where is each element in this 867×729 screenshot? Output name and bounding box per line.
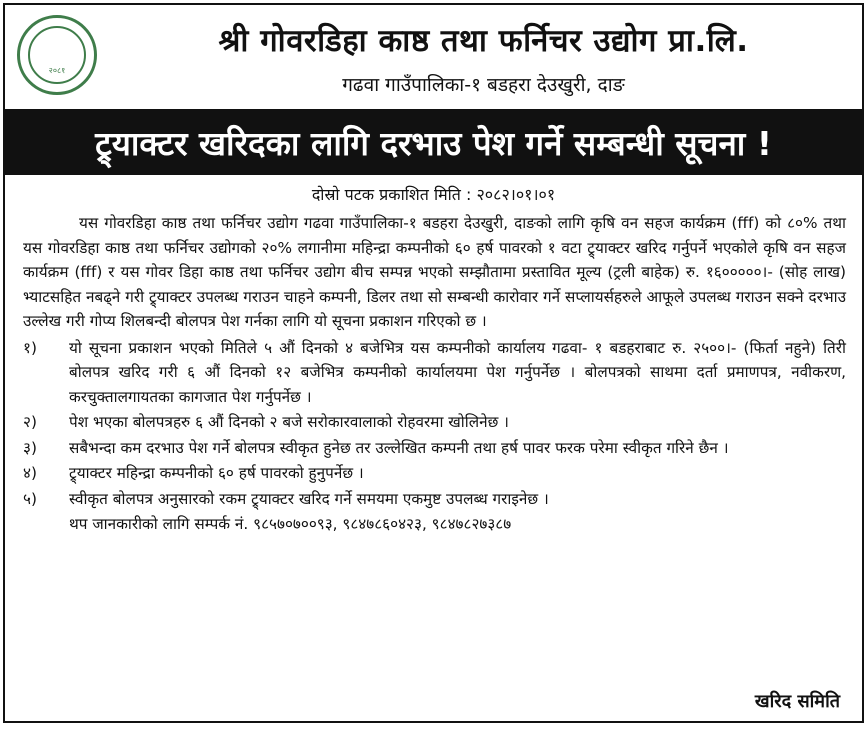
notice-title-banner xyxy=(5,109,862,175)
list-item xyxy=(23,336,846,410)
organization-address: गढवा गाउँपालिका-१ बडहरा देउखुरी, दाङ xyxy=(342,74,625,96)
item-text: सबैभन्दा कम दरभाउ पेश गर्ने बोलपत्र स्वीकृत हुनेछ तर उल्लेखित कम्पनी तथा हर्ष पावर फरक परेमा स्वीकृत गरिने छैन । xyxy=(69,438,729,457)
notice-page xyxy=(3,3,864,723)
item-number: ५) xyxy=(23,489,37,508)
item-number: ३) xyxy=(23,438,37,457)
company-logo xyxy=(17,15,97,95)
logo-year: २०८१ xyxy=(48,66,66,75)
contact-numbers: थप जानकारीको लागि सम्पर्क नं. ९८५७०७००९३, ९८४७८६०४२३, ९८४७८२७३८७ xyxy=(69,515,512,533)
list-item xyxy=(23,487,846,512)
item-text: पेश भएका बोलपत्रहरु ६ औं दिनको २ बजे सरोकारवालाको रोहवरमा खोलिनेछ । xyxy=(69,413,509,431)
item-text: स्वीकृत बोलपत्र अनुसारको रकम ट्र्याक्टर खरिद गर्ने समयमा एकमुष्ट उपलब्ध गराइनेछ । xyxy=(69,489,549,508)
list-item xyxy=(23,461,846,486)
list-item xyxy=(23,436,846,461)
item-number: ४) xyxy=(23,464,37,482)
item-number: २) xyxy=(23,413,37,431)
item-number: १) xyxy=(23,338,37,357)
publication-date: दोस्रो पटक प्रकाशित मिति : २०८२।०१।०१ xyxy=(311,185,556,204)
item-text: ट्र्याक्टर महिन्द्रा कम्पनीको ६० हर्ष पावरको हुनुपर्नेछ । xyxy=(69,464,364,482)
notice-header xyxy=(5,5,862,109)
list-item xyxy=(23,410,846,435)
organization-name: श्री गोवरडिहा काष्ठ तथा फर्निचर उद्योग प्रा.लि. xyxy=(218,23,749,59)
logo-seal-icon xyxy=(28,26,86,84)
notice-title: ट्र्याक्टर खरिदका लागि दरभाउ पेश गर्ने सम्बन्धी सूचना ! xyxy=(95,123,772,163)
committee-signature: खरिद समिति xyxy=(754,691,840,712)
notice-body xyxy=(23,211,846,537)
item-text: यो सूचना प्रकाशन भएको मितिले ५ औं दिनको ४ बजेभित्र यस कम्पनीको कार्यालय गढवा- १ बडहराबाट रु. २५००।- (फिर्ता नहुने) तिरी बोलपत्र खरिद गरी ६ औं दिनको १२ बजेभित्र कम्पनीको कार्यालयमा पेश गर्नुपर्नेछ । बोलपत्रको साथमा दर्ता प्रमाणपत्र, नवीकरण, करचुक्तालगायतका कागजात पेश गर्नुपर्नेछ । xyxy=(69,338,846,406)
intro-paragraph: यस गोवरडिहा काष्ठ तथा फर्निचर उद्योग गढवा गाउँपालिका-१ बडहरा देउखुरी, दाङको लागि कृषि वन सहज कार्यक्रम (fff) को ८०% तथा यस गोवरडिहा काष्ठ तथा फर्निचर उद्योगको २०% लगानीमा महिन्द्रा कम्पनीको ६० हर्ष पावरको १ वटा ट्र्याक्टर खरिद गर्नुपर्ने भएकोले कृषि वन सहज कार्यक्रम (fff) र यस गोवर डिहा काष्ठ तथा फर्निचर उद्योग बीच सम्पन्न भएको सम्झौतामा प्रस्तावित मूल्य (ट्रली बाहेक) रु. १६०००००।- (सोह लाख) भ्याटसहित नबढ्ने गरी ट्र्याक्टर उपलब्ध गराउन चाहने कम्पनी, डिलर तथा सो सम्बन्धी कारोवार गर्ने सप्लायर्सहरुले आफूले उपलब्ध गराउन सक्ने दरभाउ उल्लेख गरी गोप्य शिलबन्दी बोलपत्र पेश गर्नका लागि यो सूचना प्रकाशन गरिएको छ । xyxy=(23,214,846,330)
conditions-list xyxy=(23,336,846,512)
